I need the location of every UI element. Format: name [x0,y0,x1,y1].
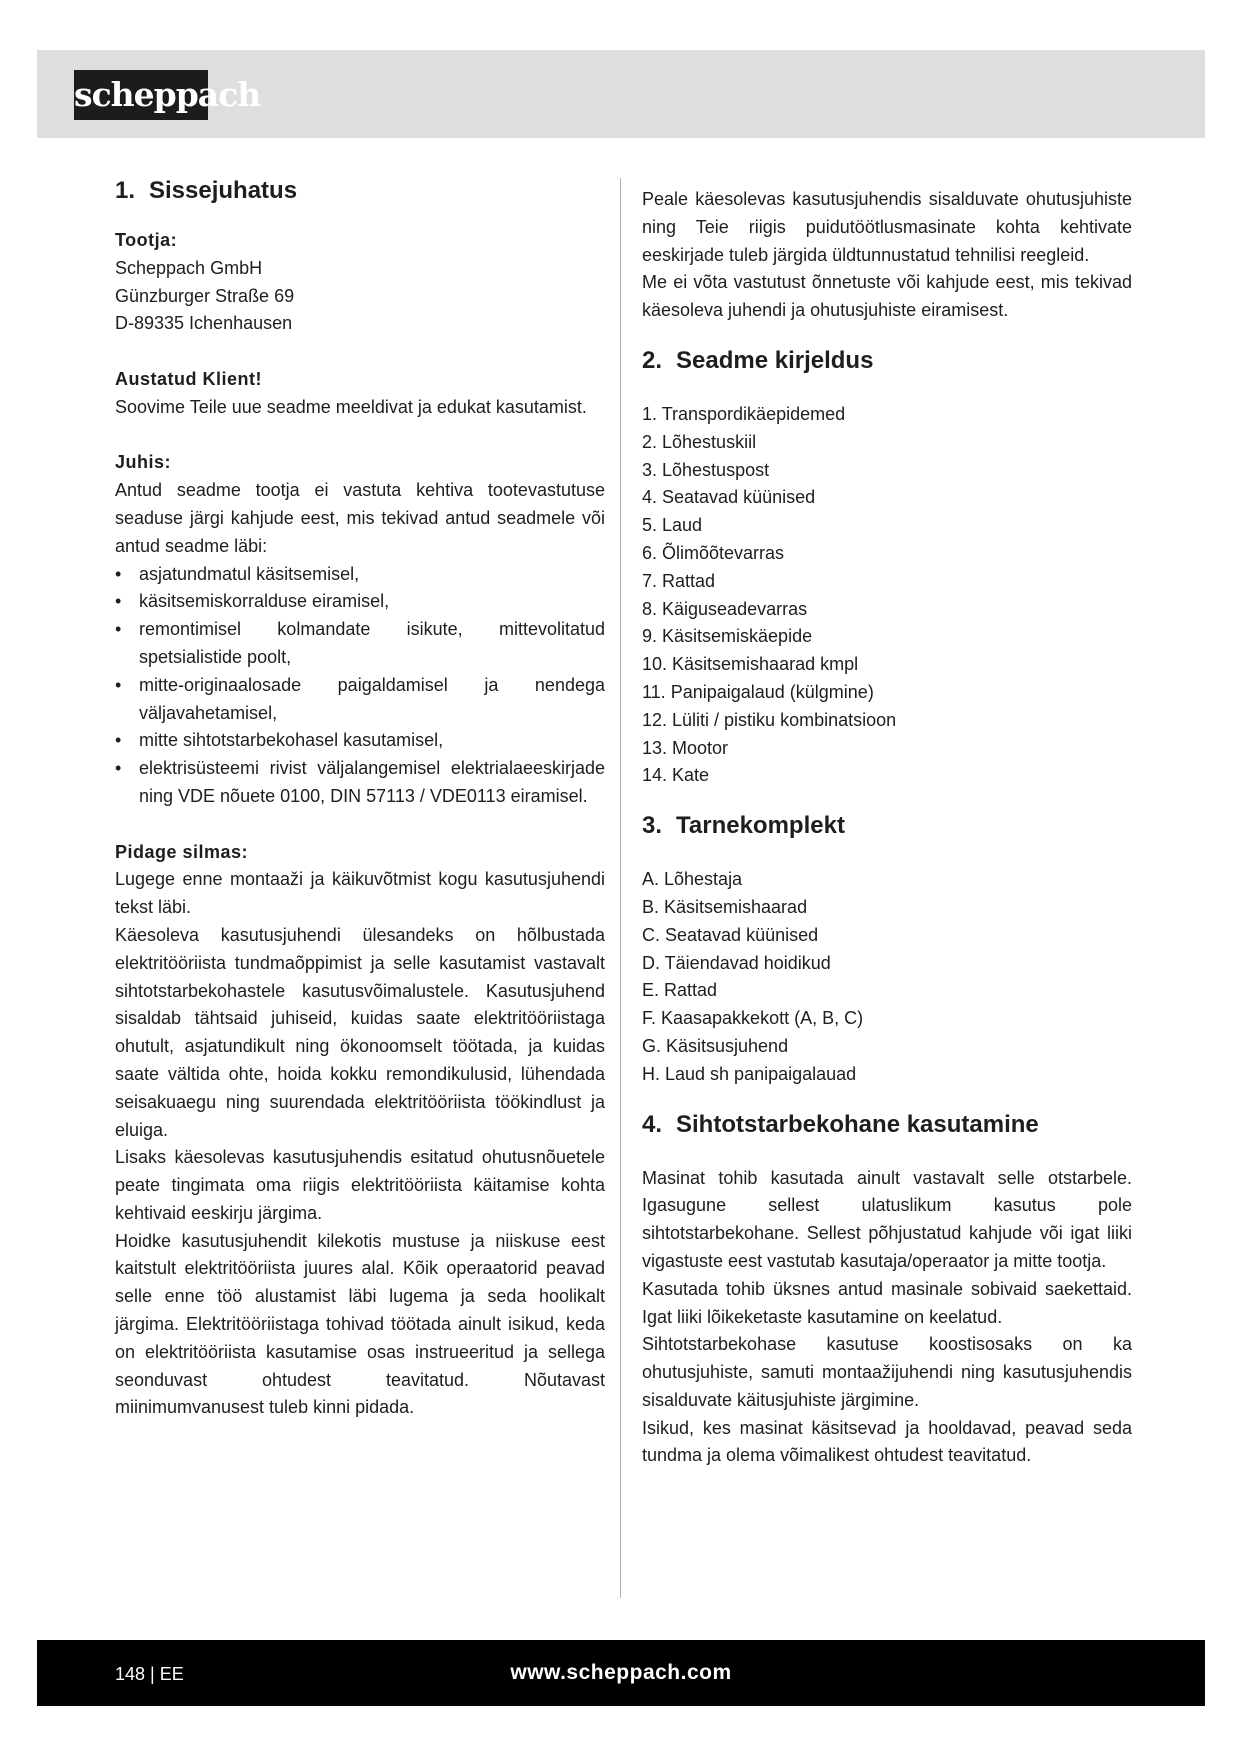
list-item: • mitte-originaalosade paigaldamisel ja nendega väljavahetamisel, [115,672,605,728]
list-item: E. Rattad [642,980,718,1001]
attention-label: Pidage silmas: [115,841,249,862]
right-column [642,186,1132,1470]
list-item: D. Täiendavad hoidikud [642,952,831,973]
list-item: 1. Transpordikäepidemed [642,403,846,424]
header-band [37,50,1205,138]
note-text: Antud seadme tootja ei vastuta kehtiva tootevastutuse seaduse järgi kahjude eest, mis tekivad antud seadmele või antud seadme läbi: [115,480,605,556]
attention-paragraph: Hoidke kasutusjuhendit kilekotis mustuse ja niiskuse eest kaitstult elektritööriista juures alal. Kõik operaatorid peavad selle enne töö alustamist läbi lugema ja seda hoolikalt järgima. Elektritööriistaga tohivad töötada ainult isikud, keda on elektritööriista kasutamise osas instrueeritud ja sellega seonduvast ohtudest teavitatud. Nõutavast miinimumvanusest tuleb kinni pidada. [115,1230,605,1418]
list-item: • asjatundmatul käsitsemisel, [115,561,605,589]
scheppach-logo: scheppach [74,70,208,120]
dear-customer-text: Soovime Teile uue seadme meeldivat ja edukat kasutamist. [115,396,587,417]
intended-use-paragraph: Kasutada tohib üksnes antud masinale sobivaid saekettaid. Igat liiki lõikeketaste kasutamine on keelatud. [642,1278,1132,1327]
list-item: C. Seatavad küünised [642,924,819,945]
list-item: A. Lõhestaja [642,869,743,890]
column-divider [620,178,621,1598]
note-label: Juhis: [115,452,172,473]
list-item: 12. Lüliti / pistiku kombinatsioon [642,709,897,730]
address-line: Scheppach GmbH [115,257,263,278]
list-item: • mitte sihtotstarbekohasel kasutamisel, [115,727,605,755]
attention-paragraph: Lisaks käesolevas kasutusjuhendis esitatud ohutusnõuetele peate tingimata oma riigis elektritööriista käitamise kohta kehtivaid eeskirju järgima. [115,1147,605,1223]
left-column [115,175,605,1422]
intended-use-paragraph: Sihtotstarbekohase kasutuse koostisosaks on ka ohutusjuhiste, samuti montaažijuhendi ning kasutusjuhendis sisalduvate käitusjuhiste järgimine. [642,1334,1132,1410]
list-item: F. Kaasapakkekott (A, B, C) [642,1008,864,1029]
intended-use-paragraph: Isikud, kes masinat käsitsevad ja hooldavad, peavad seda tundma ja olema võimalikest ohtudest teavitatud. [642,1417,1132,1466]
list-item: 3. Lõhestuspost [642,459,770,480]
intended-use-paragraph: Masinat tohib kasutada ainult vastavalt selle otstarbele. Igasugune sellest ulatuslikum kasutus pole sihtotstarbekohane. Sellest põhjustatud kahjude või igat liiki vigastuste eest vastutab kasutaja/operaator ja mitte tootja. [642,1167,1132,1271]
section-4-heading: 4. Sihtotstarbekohane kasutamine [642,1110,1039,1138]
footer-bar [37,1640,1205,1706]
list-item: 14. Kate [642,765,710,786]
section-3-heading: 3. Tarnekomplekt [642,812,845,840]
list-item: H. Laud sh panipaigalauad [642,1063,857,1084]
list-item: • elektrisüsteemi rivist väljalangemisel elektrialaeeskirjade ning VDE nõuete 0100, DIN 57113 / VDE0113 eiramisel. [115,755,605,811]
intro-paragraph: Me ei võta vastutust õnnetuste või kahjude eest, mis tekivad käesoleva juhendi ja ohutusjuhiste eiramisest. [642,272,1132,321]
list-item: 6. Õlimõõtevarras [642,542,785,563]
address-line: Günzburger Straße 69 [115,285,295,306]
list-item: • remontimisel kolmandate isikute, mittevolitatud spetsialistide poolt, [115,616,605,672]
intro-paragraph: Peale käesolevas kasutusjuhendis sisalduvate ohutusjuhiste ning Teie riigis puidutöötlusmasinate kohta kehtivate eeskirjade tuleb järgida üldtunnustatud tehnilisi reegleid. [642,189,1132,265]
section-1-heading: 1. Sissejuhatus [115,177,298,204]
parts-list [642,401,1132,790]
list-item: G. Käsitsusjuhend [642,1035,789,1056]
list-item: • käsitsemiskorralduse eiramisel, [115,588,605,616]
list-item: 9. Käsitsemiskäepide [642,626,813,647]
list-item: 13. Mootor [642,737,729,758]
manufacturer-label: Tootja: [115,230,178,250]
list-item: 8. Käiguseadevarras [642,598,808,619]
list-item: 7. Rattad [642,570,716,591]
list-item: 5. Laud [642,515,703,536]
list-item: B. Käsitsemishaarad [642,896,808,917]
website-link[interactable]: www.scheppach.com [510,1661,732,1684]
attention-paragraph: Käesoleva kasutusjuhendi ülesandeks on hõlbustada elektritööriista tundmaõppimist ja selle kasutamist vastavalt sihtotstarbekohastele kasutusvõimalustele. Kasutusjuhend sisaldab tähtsaid juhiseid, kuidas saate elektritööriistaga ohutult, asjatundikult ning ökonoomselt töötada, ja kuidas saate vältida ohte, hoida kokku remondikulusid, lühendada seisakuaegu ning suurendada elektritööriista töökindlust ja eluiga. [115,924,605,1140]
section-2-heading: 2. Seadme kirjeldus [642,346,874,374]
list-item: 2. Lõhestuskiil [642,431,757,452]
list-item: 10. Käsitsemishaarad kmpl [642,654,859,675]
list-item: 11. Panipaigalaud (külgmine) [642,681,874,702]
liability-bullet-list [115,561,605,811]
page-number: 148 | EE [115,1664,184,1684]
address-line: D-89335 Ichenhausen [115,313,293,334]
dear-customer-label: Austatud Klient! [115,368,262,389]
list-item: 4. Seatavad küünised [642,487,816,508]
attention-paragraph: Lugege enne montaaži ja käikuvõtmist kogu kasutusjuhendi tekst läbi. [115,869,605,918]
delivery-list [642,866,1132,1088]
